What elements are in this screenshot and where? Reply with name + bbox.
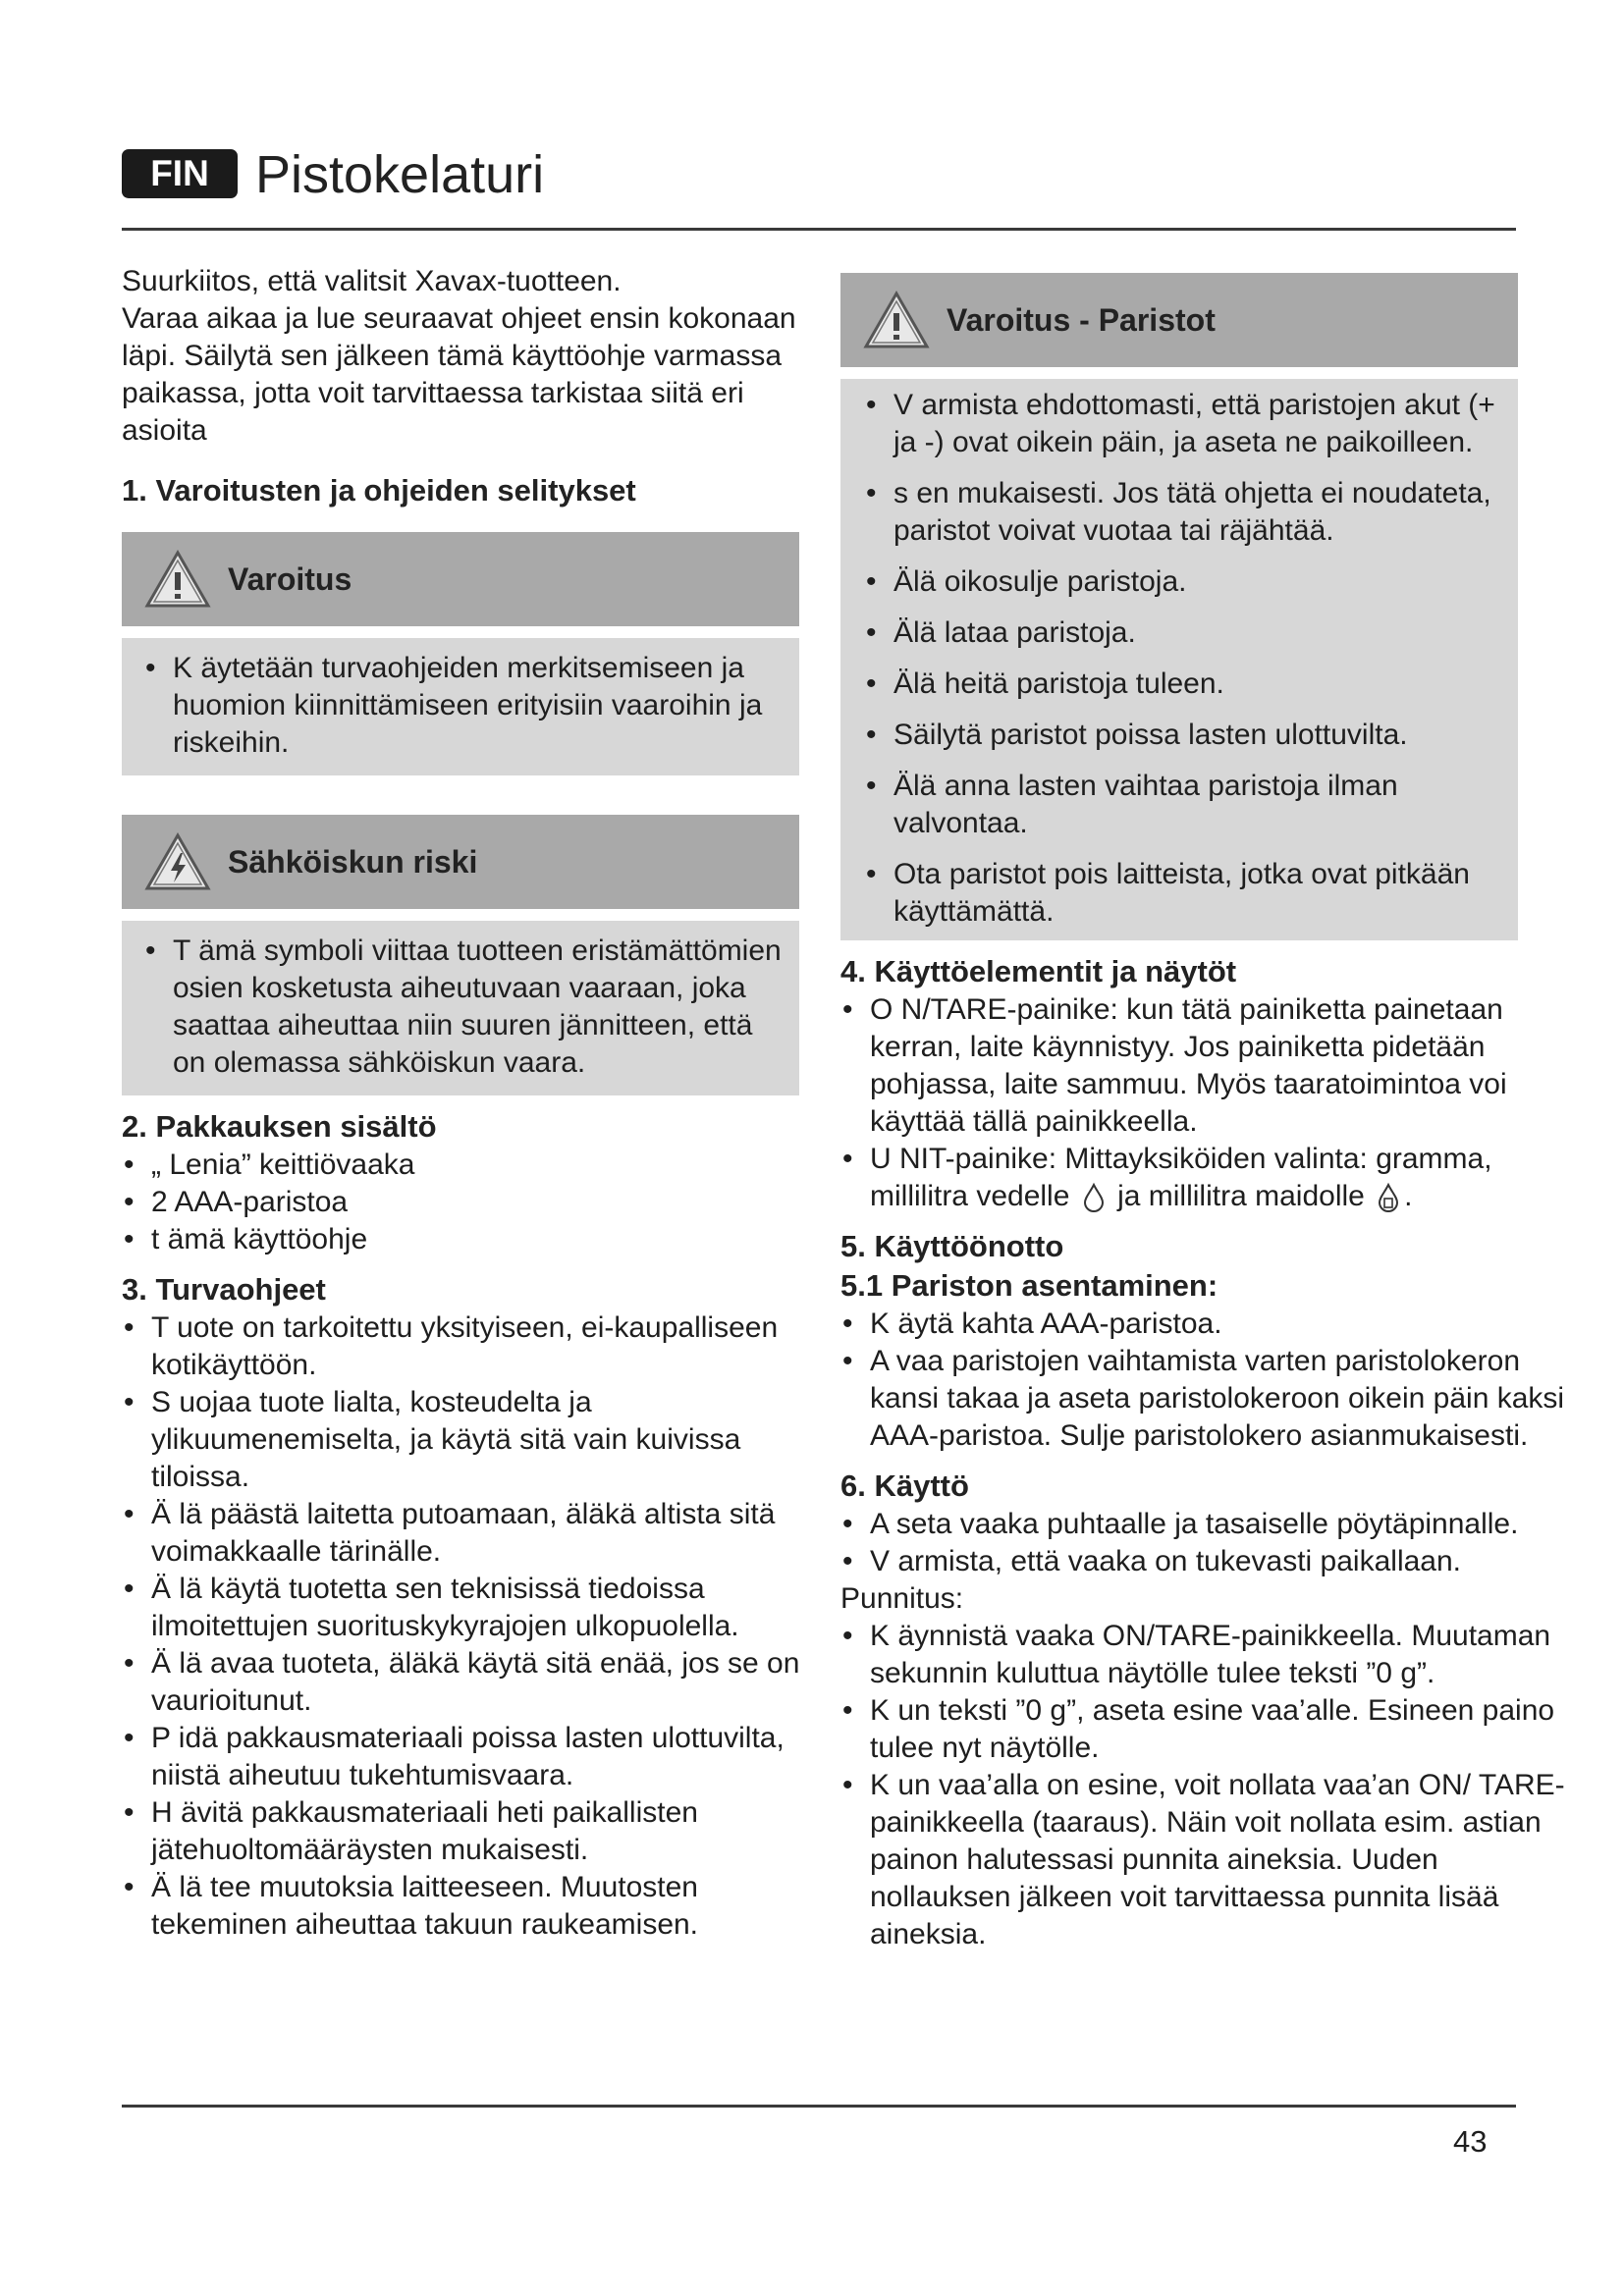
battery-warning-body — [840, 379, 1518, 940]
page-title: Pistokelaturi — [255, 145, 545, 204]
battery-warning-title: Varoitus - Paristot — [947, 302, 1216, 338]
milk-drop-icon — [1373, 1182, 1404, 1213]
list-item: • K äytä kahta AAA-paristoa. — [840, 1306, 1577, 1343]
bottom-divider — [122, 2105, 1516, 2108]
list-item: • 2 AAA-paristoa — [122, 1184, 829, 1221]
section-3-title: 3. Turvaohjeet — [122, 1272, 326, 1307]
shock-box — [122, 815, 799, 1095]
right-column — [840, 273, 1577, 1953]
list-item: • Ota paristot pois laitteista, jotka ovat pitkään käyttämättä. — [864, 856, 1508, 931]
list-item: • Älä anna lasten vaihtaa paristoja ilman valvontaa. — [864, 768, 1508, 842]
intro-thanks: Suurkiitos, että valitsit Xavax-tuotteen. — [122, 265, 622, 297]
section-5-title: 5. Käyttöönotto — [840, 1229, 1064, 1263]
weighing-label: Punnitus: — [840, 1582, 964, 1615]
list-item: • S uojaa tuote lialta, kosteudelta ja ylikuumenemiselta, ja käytä sitä vain kuivissa tiloissa. — [122, 1384, 829, 1496]
warning-triangle-icon — [862, 290, 931, 350]
unit-text-b: ja millilitra maidolle — [1117, 1180, 1365, 1212]
warning-title: Varoitus — [228, 561, 352, 597]
list-item: • Älä heitä paristoja tuleen. — [864, 666, 1508, 703]
controls-list — [840, 991, 1577, 1215]
warning-triangle-icon — [143, 549, 212, 610]
list-item: • K äynnistä vaaka ON/TARE-painikkeella. Muutaman sekunnin kuluttua näytölle tulee teksti ”0 g”. — [840, 1618, 1577, 1692]
list-item: • K un vaa’alla on esine, voit nollata vaa’an ON/ TARE-painikkeella (taaraus). Näin voit nollata esim. astian painon halutessasi punnita aineksia. Uuden nollauksen jälkeen voit tarvittaessa punnita lisää aineksia. — [840, 1767, 1577, 1953]
list-item: • Säilytä paristot poissa lasten ulottuvilta. — [864, 717, 1508, 754]
list-item — [840, 1141, 1577, 1215]
warning-body — [122, 638, 799, 775]
battery-warning-header — [840, 273, 1518, 367]
section-6-title: 6. Käyttö — [840, 1468, 969, 1503]
safety-list — [122, 1309, 829, 1944]
page-number: 43 — [1453, 2124, 1488, 2159]
package-contents-list — [122, 1147, 829, 1258]
list-item: • A vaa paristojen vaihtamista varten paristolokeron kansi takaa ja aseta paristolokeroon oikein päin kaksi AAA-paristoa. Sulje paristolokero asianmukaisesti. — [840, 1343, 1577, 1455]
list-item: • K un teksti ”0 g”, aseta esine vaa’alle. Esineen paino tulee nyt näytölle. — [840, 1692, 1577, 1767]
list-item: • s en mukaisesti. Jos tätä ohjetta ei noudateta, paristot voivat vuotaa tai räjähtää. — [864, 475, 1508, 550]
unit-text-c: . — [1404, 1180, 1413, 1212]
list-item: • „ Lenia” keittiövaaka — [122, 1147, 829, 1184]
shock-body — [122, 921, 799, 1095]
warning-text: • K äytetään turvaohjeiden merkitsemiseen ja huomion kiinnittämiseen erityisiin vaaroihin ja riskeihin. — [143, 650, 782, 762]
list-item: • Ä lä tee muutoksia laitteeseen. Muutosten tekeminen aiheuttaa takuun raukeamisen. — [122, 1869, 829, 1944]
setup-list — [840, 1306, 1577, 1455]
shock-text: • T ämä symboli viittaa tuotteen eristämättömien osien kosketusta aiheutuvaan vaaraan, joka saattaa aiheuttaa niin suuren jännitteen, että on olemassa sähköiskun vaara. — [143, 933, 782, 1082]
usage-list — [840, 1506, 1577, 1580]
intro-instructions: Varaa aikaa ja lue seuraavat ohjeet ensin kokonaan läpi. Säilytä sen jälkeen tämä käyttöohje varmassa paikassa, jotta voit tarvittaessa tarkistaa siitä eri asioita — [122, 302, 796, 447]
section-2-title: 2. Pakkauksen sisältö — [122, 1109, 437, 1144]
language-badge: FIN — [122, 149, 238, 198]
water-drop-icon — [1078, 1182, 1110, 1213]
section-5-1-title: 5.1 Pariston asentaminen: — [840, 1268, 1218, 1303]
list-item: • Älä lataa paristoja. — [864, 614, 1508, 652]
list-item: • H ävitä pakkausmateriaali heti paikallisten jätehuoltomääräysten mukaisesti. — [122, 1794, 829, 1869]
list-item: • O N/TARE-painike: kun tätä painiketta painetaan kerran, laite käynnistyy. Jos painiketta pidetään pohjassa, laite sammuu. Myös taaratoimintoa voi käyttää tällä painikkeella. — [840, 991, 1577, 1141]
list-item: • V armista, että vaaka on tukevasti paikallaan. — [840, 1543, 1577, 1580]
section-4-title: 4. Käyttöelementit ja näytöt — [840, 954, 1237, 988]
list-item: • Ä lä avaa tuoteta, äläkä käytä sitä enää, jos se on vaurioitunut. — [122, 1645, 829, 1720]
shock-title: Sähköiskun riski — [228, 844, 478, 880]
list-item: • V armista ehdottomasti, että paristojen akut (+ ja -) ovat oikein päin, ja aseta ne paikoilleen. — [864, 387, 1508, 461]
weighing-list — [840, 1618, 1577, 1953]
left-column — [122, 263, 829, 1944]
list-item: • P idä pakkausmateriaali poissa lasten ulottuvilta, niistä aiheutuu tukehtumisvaara. — [122, 1720, 829, 1794]
unit-text-a: U NIT-painike: Mittayksiköiden valinta: gramma, millilitra vedelle — [870, 1143, 1492, 1212]
warning-box — [122, 532, 799, 775]
page-header — [122, 137, 1516, 230]
list-item: • Älä oikosulje paristoja. — [864, 563, 1508, 601]
warning-header — [122, 532, 799, 626]
list-item: • Ä lä päästä laitetta putoamaan, äläkä altista sitä voimakkaalle tärinälle. — [122, 1496, 829, 1571]
list-item: • Ä lä käytä tuotetta sen teknisissä tiedoissa ilmoitettujen suorituskykyrajojen ulkopuolella. — [122, 1571, 829, 1645]
list-item: • t ämä käyttöohje — [122, 1221, 829, 1258]
battery-warning-box — [840, 273, 1518, 940]
list-item: • T uote on tarkoitettu yksityiseen, ei-kaupalliseen kotikäyttöön. — [122, 1309, 829, 1384]
section-1-title: 1. Varoitusten ja ohjeiden selitykset — [122, 473, 636, 507]
list-item: • A seta vaaka puhtaalle ja tasaiselle pöytäpinnalle. — [840, 1506, 1577, 1543]
shock-header — [122, 815, 799, 909]
top-divider — [122, 228, 1516, 231]
electric-shock-triangle-icon — [143, 831, 212, 892]
